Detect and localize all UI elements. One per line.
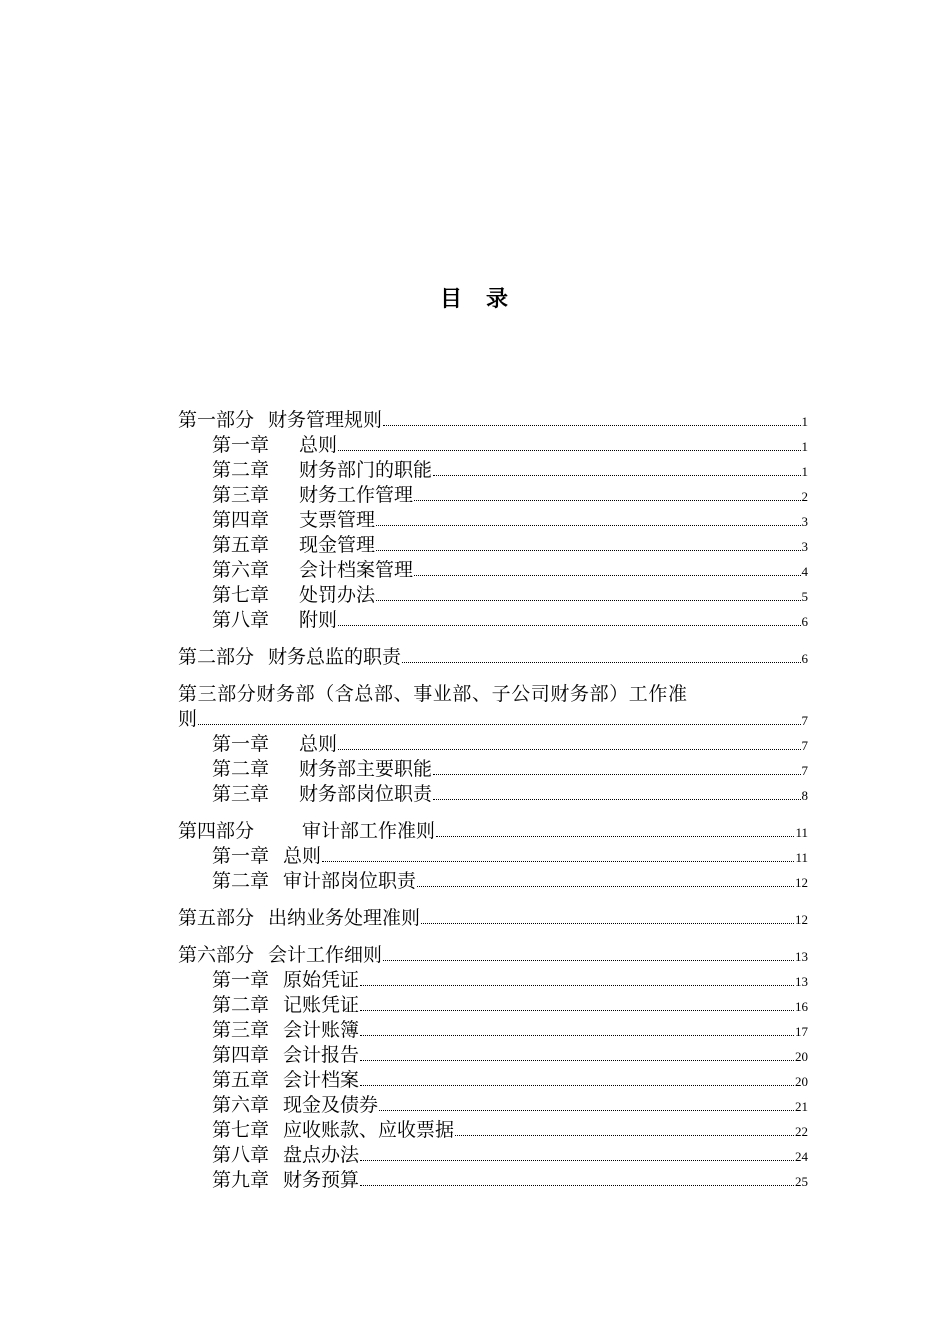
dot-leader	[433, 475, 800, 476]
toc-chapter-title: 记账凭证	[283, 994, 360, 1016]
toc-page-number: 5	[801, 589, 808, 604]
toc-entry-chapter[interactable]	[178, 993, 808, 1018]
toc-chapter-title: 会计报告	[283, 1044, 360, 1066]
toc-chapter-number: 第二章	[212, 994, 270, 1016]
toc-entry-part[interactable]	[178, 645, 808, 670]
toc-entry-chapter[interactable]	[178, 1018, 808, 1043]
toc-page-number: 20	[795, 1049, 808, 1064]
toc-page-number: 7	[801, 713, 808, 728]
toc-chapter-title: 会计账簿	[283, 1019, 360, 1041]
toc-page-number: 3	[801, 514, 808, 529]
toc-entry-chapter[interactable]	[178, 844, 808, 869]
toc-part-number: 第四部分	[178, 820, 255, 842]
toc-page-number: 2	[801, 489, 808, 504]
toc-chapter-number: 第二章	[212, 459, 270, 481]
toc-chapter-number: 第六章	[212, 559, 270, 581]
toc-chapter-title: 附则	[299, 609, 338, 631]
toc-entry-chapter[interactable]	[178, 533, 808, 558]
toc-part-title: 财务总监的职责	[268, 646, 402, 668]
toc-entry-chapter[interactable]	[178, 757, 808, 782]
toc-part-number: 第三部分	[178, 683, 257, 705]
dot-leader	[322, 861, 794, 862]
toc-page-number: 11	[795, 850, 808, 865]
dot-leader	[436, 836, 794, 837]
toc-chapter-number: 第五章	[212, 1069, 270, 1091]
toc-part-title: 财务部（含总部、事业部、子公司财务部）工作准	[256, 683, 688, 705]
toc-part-title-continued: 则	[178, 708, 198, 730]
toc-chapter-title: 原始凭证	[283, 969, 360, 991]
toc-page-number: 11	[795, 825, 808, 840]
toc-entry-chapter[interactable]	[178, 508, 808, 533]
toc-chapter-number: 第四章	[212, 509, 270, 531]
toc-chapter-title: 现金及债券	[283, 1094, 379, 1116]
dot-leader	[360, 1185, 794, 1186]
dot-leader	[417, 886, 794, 887]
toc-chapter-title: 应收账款、应收票据	[283, 1119, 455, 1141]
dot-leader	[360, 1160, 794, 1161]
toc-part-title: 审计部工作准则	[302, 820, 436, 842]
toc-entry-part[interactable]	[178, 906, 808, 931]
toc-chapter-number: 第三章	[212, 484, 270, 506]
toc-page-number: 25	[795, 1174, 808, 1189]
toc-chapter-title: 财务部岗位职责	[299, 783, 433, 805]
toc-page-number: 1	[801, 464, 808, 479]
toc-part-number: 第五部分	[178, 907, 255, 929]
dot-leader	[455, 1135, 794, 1136]
toc-part-number: 第六部分	[178, 944, 255, 966]
toc-chapter-number: 第七章	[212, 584, 270, 606]
toc-chapter-title: 处罚办法	[299, 584, 376, 606]
toc-entry-chapter[interactable]	[178, 1093, 808, 1118]
toc-chapter-title: 现金管理	[299, 534, 376, 556]
toc-page-number: 13	[795, 949, 808, 964]
toc-page-number: 24	[795, 1149, 808, 1164]
dot-leader	[383, 960, 794, 961]
toc-entry-chapter[interactable]	[178, 608, 808, 633]
toc-page-number: 21	[795, 1099, 808, 1114]
title-char-2: 录	[486, 286, 511, 312]
toc-chapter-title: 总则	[299, 733, 338, 755]
toc-entry-part[interactable]	[178, 408, 808, 433]
toc-chapter-number: 第二章	[212, 758, 270, 780]
toc-chapter-title: 会计档案管理	[299, 559, 414, 581]
title-char-1: 目	[439, 286, 464, 312]
dot-leader	[376, 525, 800, 526]
toc-page-number: 8	[801, 788, 808, 803]
toc-chapter-title: 会计档案	[283, 1069, 360, 1091]
toc-entry-chapter[interactable]	[178, 458, 808, 483]
toc-entry-chapter[interactable]	[178, 1043, 808, 1068]
dot-leader	[360, 1060, 794, 1061]
dot-leader	[421, 923, 794, 924]
toc-chapter-number: 第八章	[212, 1144, 270, 1166]
toc-page-number: 20	[795, 1074, 808, 1089]
toc-page-number: 7	[801, 763, 808, 778]
toc-chapter-title: 盘点办法	[283, 1144, 360, 1166]
toc-entry-part[interactable]	[178, 819, 808, 844]
toc-part-heading[interactable]	[178, 682, 808, 707]
toc-chapter-number: 第六章	[212, 1094, 270, 1116]
toc-page-number: 3	[801, 539, 808, 554]
toc-page-number: 12	[795, 875, 808, 890]
toc-chapter-number: 第七章	[212, 1119, 270, 1141]
toc-chapter-number: 第一章	[212, 845, 270, 867]
toc-chapter-title: 审计部岗位职责	[283, 870, 417, 892]
toc-chapter-number: 第二章	[212, 870, 270, 892]
dot-leader	[433, 774, 800, 775]
toc-chapter-title: 财务工作管理	[299, 484, 414, 506]
toc-entry-chapter[interactable]	[178, 483, 808, 508]
toc-chapter-number: 第一章	[212, 733, 270, 755]
toc-chapter-number: 第五章	[212, 534, 270, 556]
table-of-contents	[178, 408, 808, 1193]
toc-page-number: 6	[801, 614, 808, 629]
toc-entry-chapter[interactable]	[178, 782, 808, 807]
toc-chapter-title: 总则	[299, 434, 338, 456]
dot-leader	[360, 1035, 794, 1036]
toc-page-number: 1	[801, 414, 808, 429]
dot-leader	[338, 749, 800, 750]
toc-entry-chapter[interactable]	[178, 1118, 808, 1143]
toc-part-number: 第二部分	[178, 646, 255, 668]
dot-leader	[376, 550, 800, 551]
toc-part-title: 财务管理规则	[268, 409, 383, 431]
toc-chapter-title: 支票管理	[299, 509, 376, 531]
toc-part-number: 第一部分	[178, 409, 255, 431]
toc-entry-chapter[interactable]	[178, 968, 808, 993]
toc-page-number: 4	[801, 564, 808, 579]
toc-entry-chapter[interactable]	[178, 1168, 808, 1193]
dot-leader	[414, 500, 800, 501]
dot-leader	[376, 600, 800, 601]
dot-leader	[379, 1110, 794, 1111]
toc-page-number: 7	[801, 738, 808, 753]
toc-entry-chapter[interactable]	[178, 732, 808, 757]
toc-part-title: 出纳业务处理准则	[268, 907, 421, 929]
toc-entry-chapter[interactable]	[178, 869, 808, 894]
toc-page-number: 6	[801, 651, 808, 666]
toc-chapter-title: 总则	[283, 845, 322, 867]
toc-page-number: 16	[795, 999, 808, 1014]
toc-chapter-title: 财务部主要职能	[299, 758, 433, 780]
toc-chapter-number: 第三章	[212, 1019, 270, 1041]
toc-chapter-number: 第八章	[212, 609, 270, 631]
toc-page-number: 22	[795, 1124, 808, 1139]
toc-page-number: 1	[801, 439, 808, 454]
dot-leader	[338, 450, 800, 451]
toc-entry-chapter[interactable]	[178, 558, 808, 583]
dot-leader	[338, 625, 800, 626]
toc-entry-chapter[interactable]	[178, 583, 808, 608]
toc-entry-part[interactable]	[178, 943, 808, 968]
toc-part-title: 会计工作细则	[268, 944, 383, 966]
dot-leader	[360, 1085, 794, 1086]
dot-leader	[414, 575, 800, 576]
dot-leader	[383, 425, 800, 426]
page-title	[0, 282, 950, 313]
dot-leader	[433, 799, 800, 800]
toc-entry-chapter[interactable]	[178, 1068, 808, 1093]
toc-page-number: 12	[795, 912, 808, 927]
toc-page-number: 17	[795, 1024, 808, 1039]
dot-leader	[402, 662, 800, 663]
dot-leader	[198, 724, 800, 725]
dot-leader	[360, 985, 794, 986]
toc-chapter-title: 财务部门的职能	[299, 459, 433, 481]
toc-page-number: 13	[795, 974, 808, 989]
toc-chapter-number: 第一章	[212, 969, 270, 991]
toc-chapter-number: 第一章	[212, 434, 270, 456]
toc-entry-part[interactable]	[178, 707, 808, 732]
toc-entry-chapter[interactable]	[178, 433, 808, 458]
toc-chapter-number: 第三章	[212, 783, 270, 805]
dot-leader	[360, 1010, 794, 1011]
toc-chapter-number: 第九章	[212, 1169, 270, 1191]
toc-entry-chapter[interactable]	[178, 1143, 808, 1168]
toc-chapter-number: 第四章	[212, 1044, 270, 1066]
toc-chapter-title: 财务预算	[283, 1169, 360, 1191]
